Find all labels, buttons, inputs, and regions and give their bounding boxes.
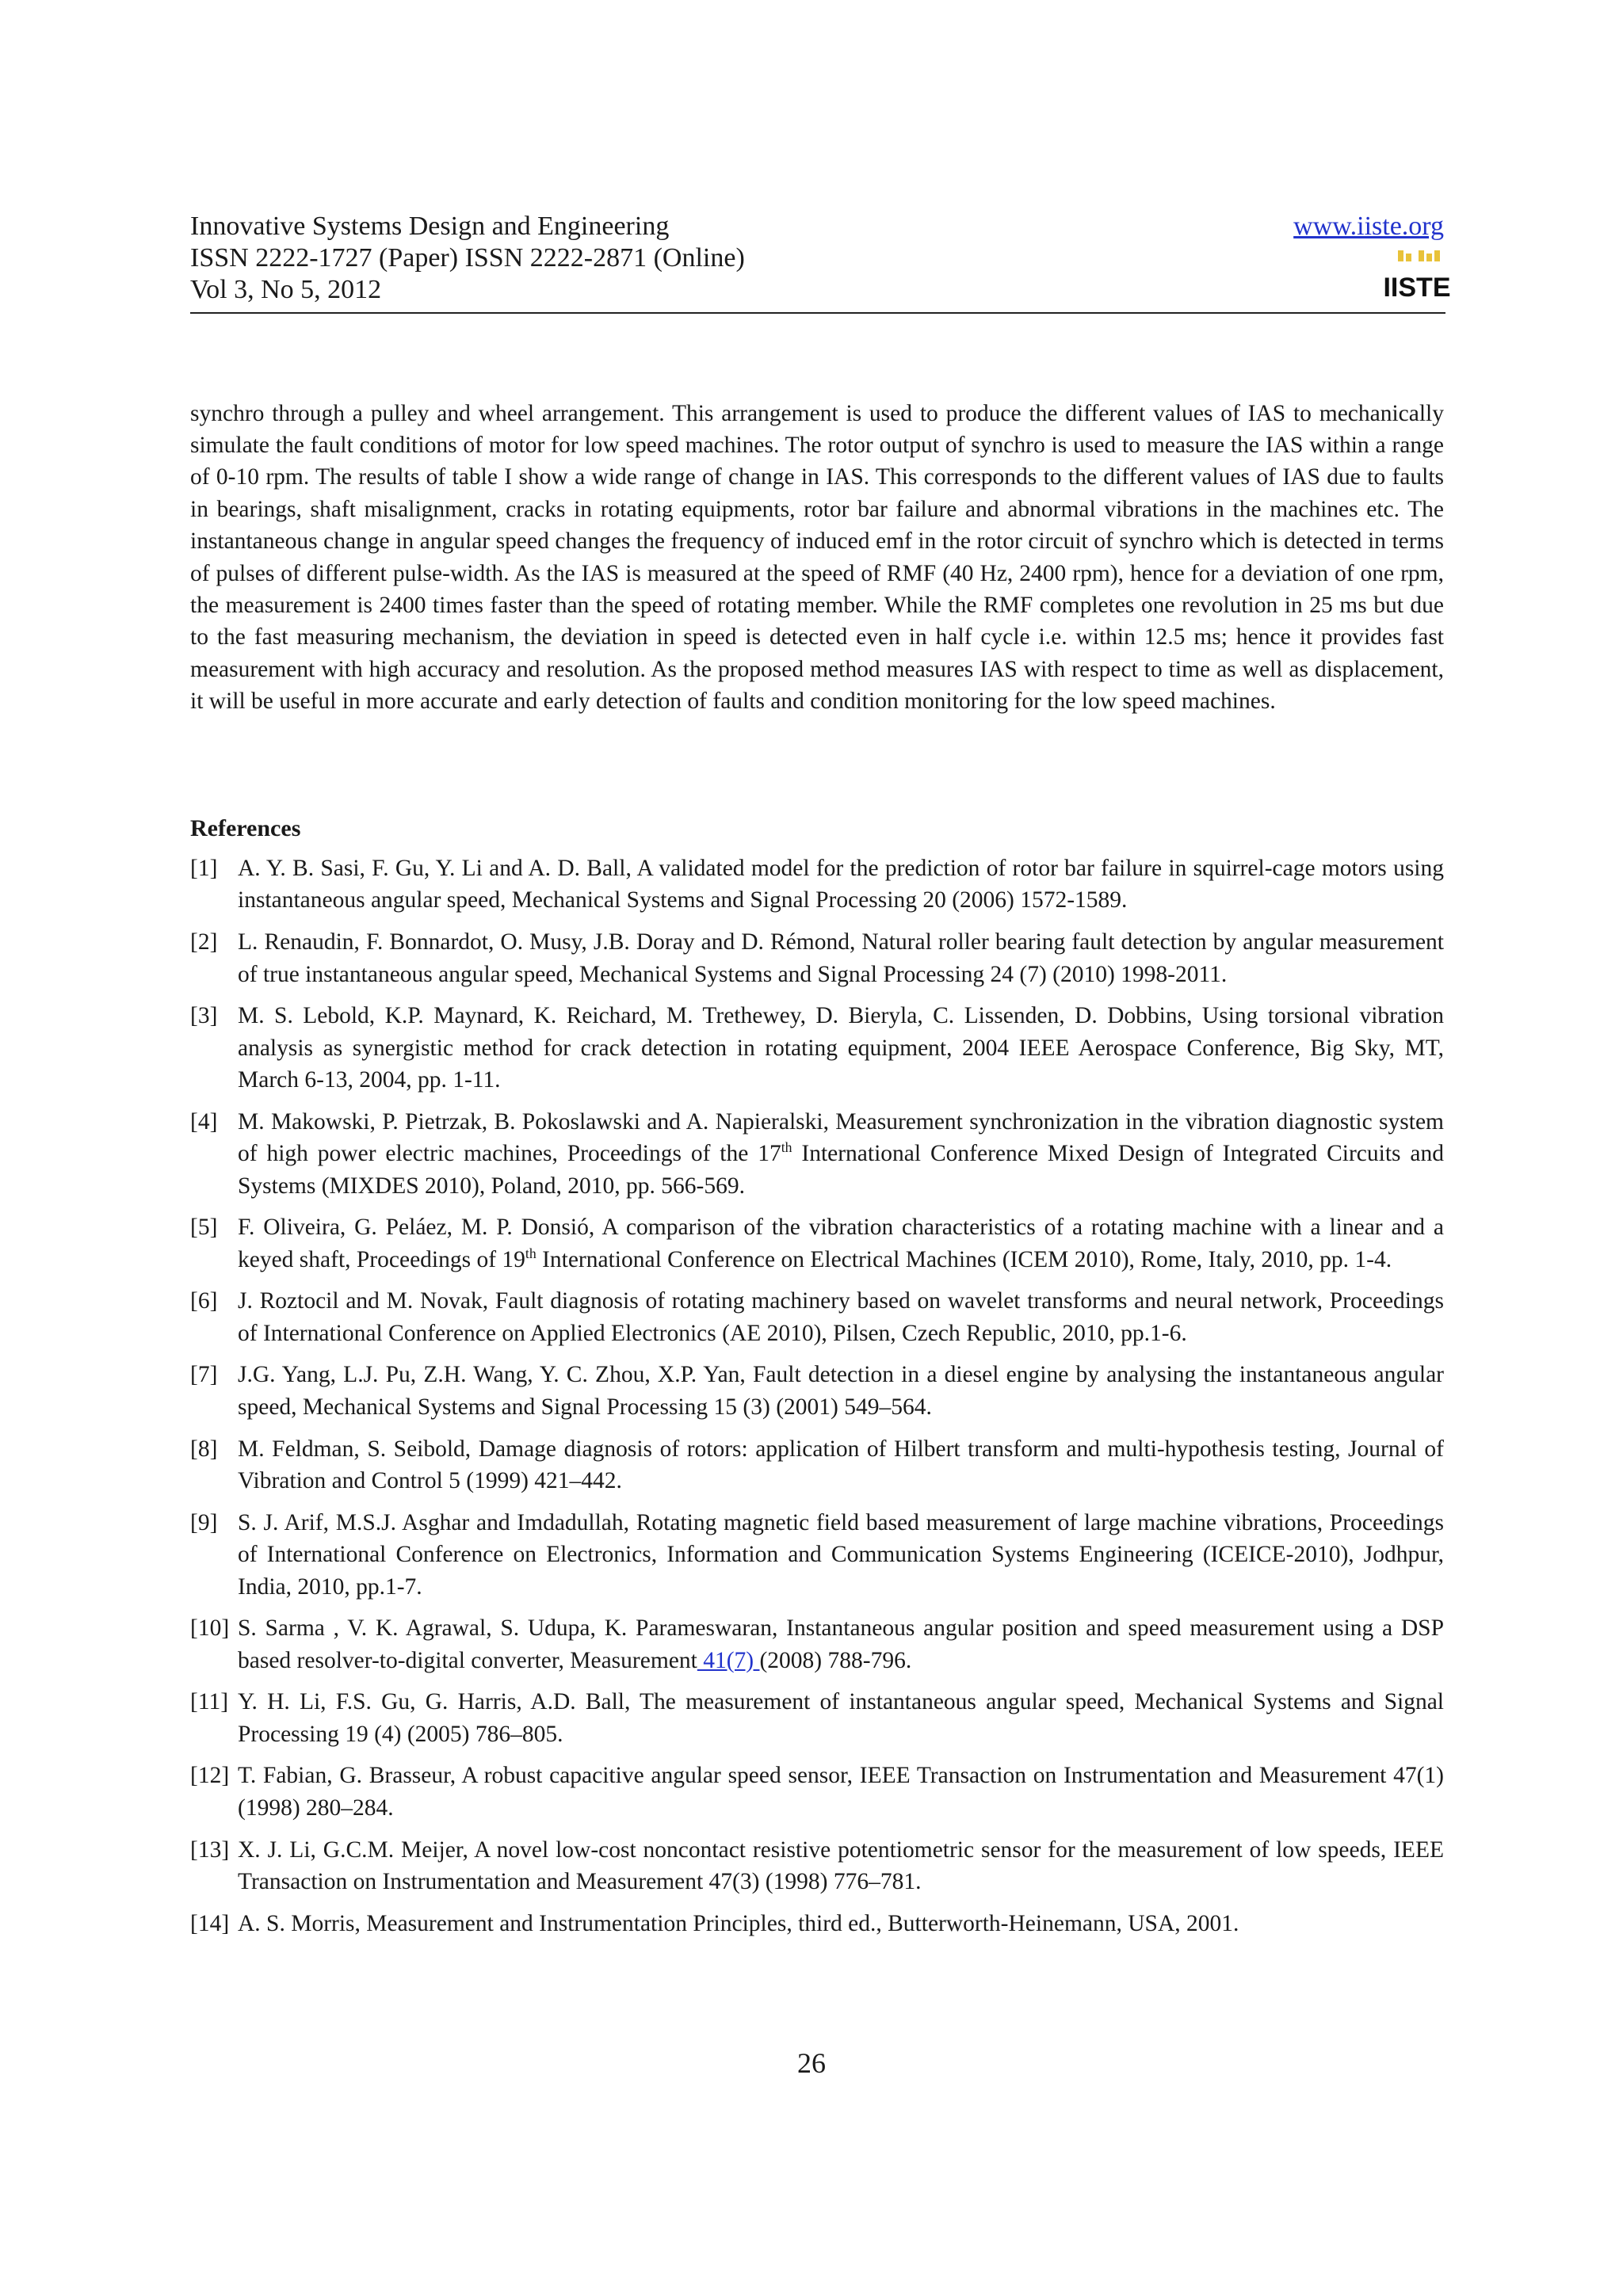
reference-text: J.G. Yang, L.J. Pu, Z.H. Wang, Y. C. Zhou, X.P. Yan, Fault detection in a diesel engine by analysing the instantaneous angular speed, Mechanical Systems and Signal Processing 15 (3) (2001) 549–564. xyxy=(238,1362,1444,1420)
svg-text:IISTE: IISTE xyxy=(1383,273,1451,303)
reference-text: M. Feldman, S. Seibold, Damage diagnosis of rotors: application of Hilbert transform and multi-hypothesis testing, Journal of Vibration and Control 5 (1999) 421–442. xyxy=(238,1436,1444,1493)
page-number: 26 xyxy=(797,2047,826,2079)
references-heading: References xyxy=(190,815,301,841)
reference-text-continued: International Conference Mixed Design of Integrated Circuits and Systems (MIXDES 2010), Poland, 2010, pp. 566-569. xyxy=(238,1141,1444,1199)
reference-text: S. J. Arif, M.S.J. Asghar and Imdadullah, Rotating magnetic field based measurement of large machine vibrations, Proceedings of International Conference on Electronics, Information and Communication Systems Engineering (ICEICE-2010), Jodhpur, India, 2010, pp.1-7. xyxy=(238,1509,1444,1600)
reference-number: [14] xyxy=(190,1910,230,1936)
reference-text: J. Roztocil and M. Novak, Fault diagnosis of rotating machinery based on wavelet transforms and neural network, Proceedings of International Conference on Applied Electronics (AE 2010), Pilsen, Czech Republic, 2010, pp.1-6. xyxy=(238,1288,1444,1346)
reference-item xyxy=(190,852,1444,917)
journal-website-link[interactable]: www.iiste.org xyxy=(1293,212,1444,241)
reference-item xyxy=(190,1612,1444,1676)
reference-number: [11] xyxy=(190,1689,229,1715)
references-list xyxy=(190,852,1444,1949)
reference-number: [10] xyxy=(190,1615,230,1642)
reference-text: F. Oliveira, G. Peláez, M. P. Donsió, A comparison of the vibration characteristics of a rotating machine with a linear and a keyed shaft, Proceedings of 19 xyxy=(238,1215,1444,1272)
reference-item xyxy=(190,1000,1444,1096)
reference-item xyxy=(190,1211,1444,1276)
reference-text: T. Fabian, G. Brasseur, A robust capacitive angular speed sensor, IEEE Transaction on Instrumentation and Measurement 47(1) (1998) 280–284. xyxy=(238,1763,1444,1821)
reference-item xyxy=(190,1285,1444,1349)
reference-text-continued: (2008) 788-796. xyxy=(759,1647,912,1673)
body-paragraph: synchro through a pulley and wheel arrangement. This arrangement is used to produce the different values of IAS to mechanically simulate the fault conditions of motor for low speed machines. The rotor output of synchro is used to measure the IAS within a range of 0-10 rpm. The results of table I show a wide range of change in IAS. This corresponds to the different values of IAS due to faults in bearings, shaft misalignment, cracks in rotating equipments, rotor bar failure and abnormal vibrations in the machines etc. The instantaneous change in angular speed changes the frequency of induced emf in the rotor circuit of synchro which is detected in terms of pulses of different pulse-width. As the IAS is measured at the speed of RMF (40 Hz, 2400 rpm), hence for a deviation of one rpm, the measurement is 2400 times faster than the speed of rotating member. While the RMF completes one revolution in 25 ms but due to the fast measuring mechanism, the deviation in speed is detected even in half cycle i.e. within 12.5 ms; hence it provides fast measurement with high accuracy and resolution. As the proposed method measures IAS with respect to time as well as displacement, it will be useful in more accurate and early detection of faults and condition monitoring for the low speed machines. xyxy=(190,400,1444,715)
reference-text: Y. H. Li, F.S. Gu, G. Harris, A.D. Ball, The measurement of instantaneous angular speed, Mechanical Systems and Signal Processing 19 (4) (2005) 786–805. xyxy=(238,1689,1444,1747)
reference-item xyxy=(190,1507,1444,1603)
reference-text: X. J. Li, G.C.M. Meijer, A novel low-cost noncontact resistive potentiometric sensor for the measurement of low speeds, IEEE Transaction on Instrumentation and Measurement 47(3) (1998) 776–781. xyxy=(238,1836,1444,1894)
reference-item xyxy=(190,1686,1444,1750)
journal-title: Innovative Systems Design and Engineering xyxy=(190,212,670,241)
reference-number: [7] xyxy=(190,1362,218,1388)
reference-item xyxy=(190,926,1444,990)
volume-line: Vol 3, No 5, 2012 xyxy=(190,275,382,304)
reference-number: [5] xyxy=(190,1215,218,1241)
reference-text: M. Makowski, P. Pietrzak, B. Pokoslawski and A. Napieralski, Measurement synchronization in the vibration diagnostic system of high power electric machines, Proceedings of the 17 xyxy=(238,1108,1444,1167)
reference-item xyxy=(190,1760,1444,1824)
superscript-th: th xyxy=(781,1139,792,1156)
iiste-logo-icon xyxy=(1383,250,1451,306)
issn-line: ISSN 2222-1727 (Paper) ISSN 2222-2871 (Online) xyxy=(190,243,745,273)
reference-number: [6] xyxy=(190,1288,218,1314)
reference-text: S. Sarma , V. K. Agrawal, S. Udupa, K. Parameswaran, Instantaneous angular position and speed measurement using a DSP based resolver-to-digital converter, Measurement xyxy=(238,1615,1444,1673)
reference-number: [4] xyxy=(190,1108,218,1135)
reference-item xyxy=(190,1433,1444,1497)
reference-item xyxy=(190,1908,1444,1939)
reference-item xyxy=(190,1359,1444,1423)
reference-number: [12] xyxy=(190,1763,230,1789)
volume-issue-link[interactable]: 41(7) xyxy=(697,1647,760,1673)
reference-number: [1] xyxy=(190,856,218,881)
superscript-th: th xyxy=(525,1245,537,1261)
page-header xyxy=(190,211,1451,306)
reference-number: [8] xyxy=(190,1436,218,1462)
reference-number: [2] xyxy=(190,929,218,955)
reference-text: M. S. Lebold, K.P. Maynard, K. Reichard, M. Trethewey, D. Bieryla, C. Lissenden, D. Dobbins, Using torsional vibration analysis as synergistic method for crack detection in rotating equipment, 2004 IEEE Aerospace Conference, Big Sky, MT, March 6-13, 2004, pp. 1-11. xyxy=(238,1003,1444,1093)
reference-text: A. S. Morris, Measurement and Instrumentation Principles, third ed., Butterworth-Heinemann, USA, 2001. xyxy=(238,1910,1239,1936)
header-divider xyxy=(190,312,1445,314)
reference-text: L. Renaudin, F. Bonnardot, O. Musy, J.B. Doray and D. Rémond, Natural roller bearing fault detection by angular measurement of true instantaneous angular speed, Mechanical Systems and Signal Processing 24 (7) (2010) 1998-2011. xyxy=(238,929,1444,987)
reference-item xyxy=(190,1106,1444,1202)
reference-item xyxy=(190,1834,1444,1898)
reference-text-continued: International Conference on Electrical Machines (ICEM 2010), Rome, Italy, 2010, pp. 1-4. xyxy=(536,1246,1392,1272)
reference-text: A. Y. B. Sasi, F. Gu, Y. Li and A. D. Ball, A validated model for the prediction of rotor bar failure in squirrel-cage motors using instantaneous angular speed, Mechanical Systems and Signal Processing 20 (2006) 1572-1589. xyxy=(238,856,1444,913)
reference-number: [13] xyxy=(190,1836,230,1863)
reference-number: [3] xyxy=(190,1003,218,1029)
reference-number: [9] xyxy=(190,1509,218,1535)
